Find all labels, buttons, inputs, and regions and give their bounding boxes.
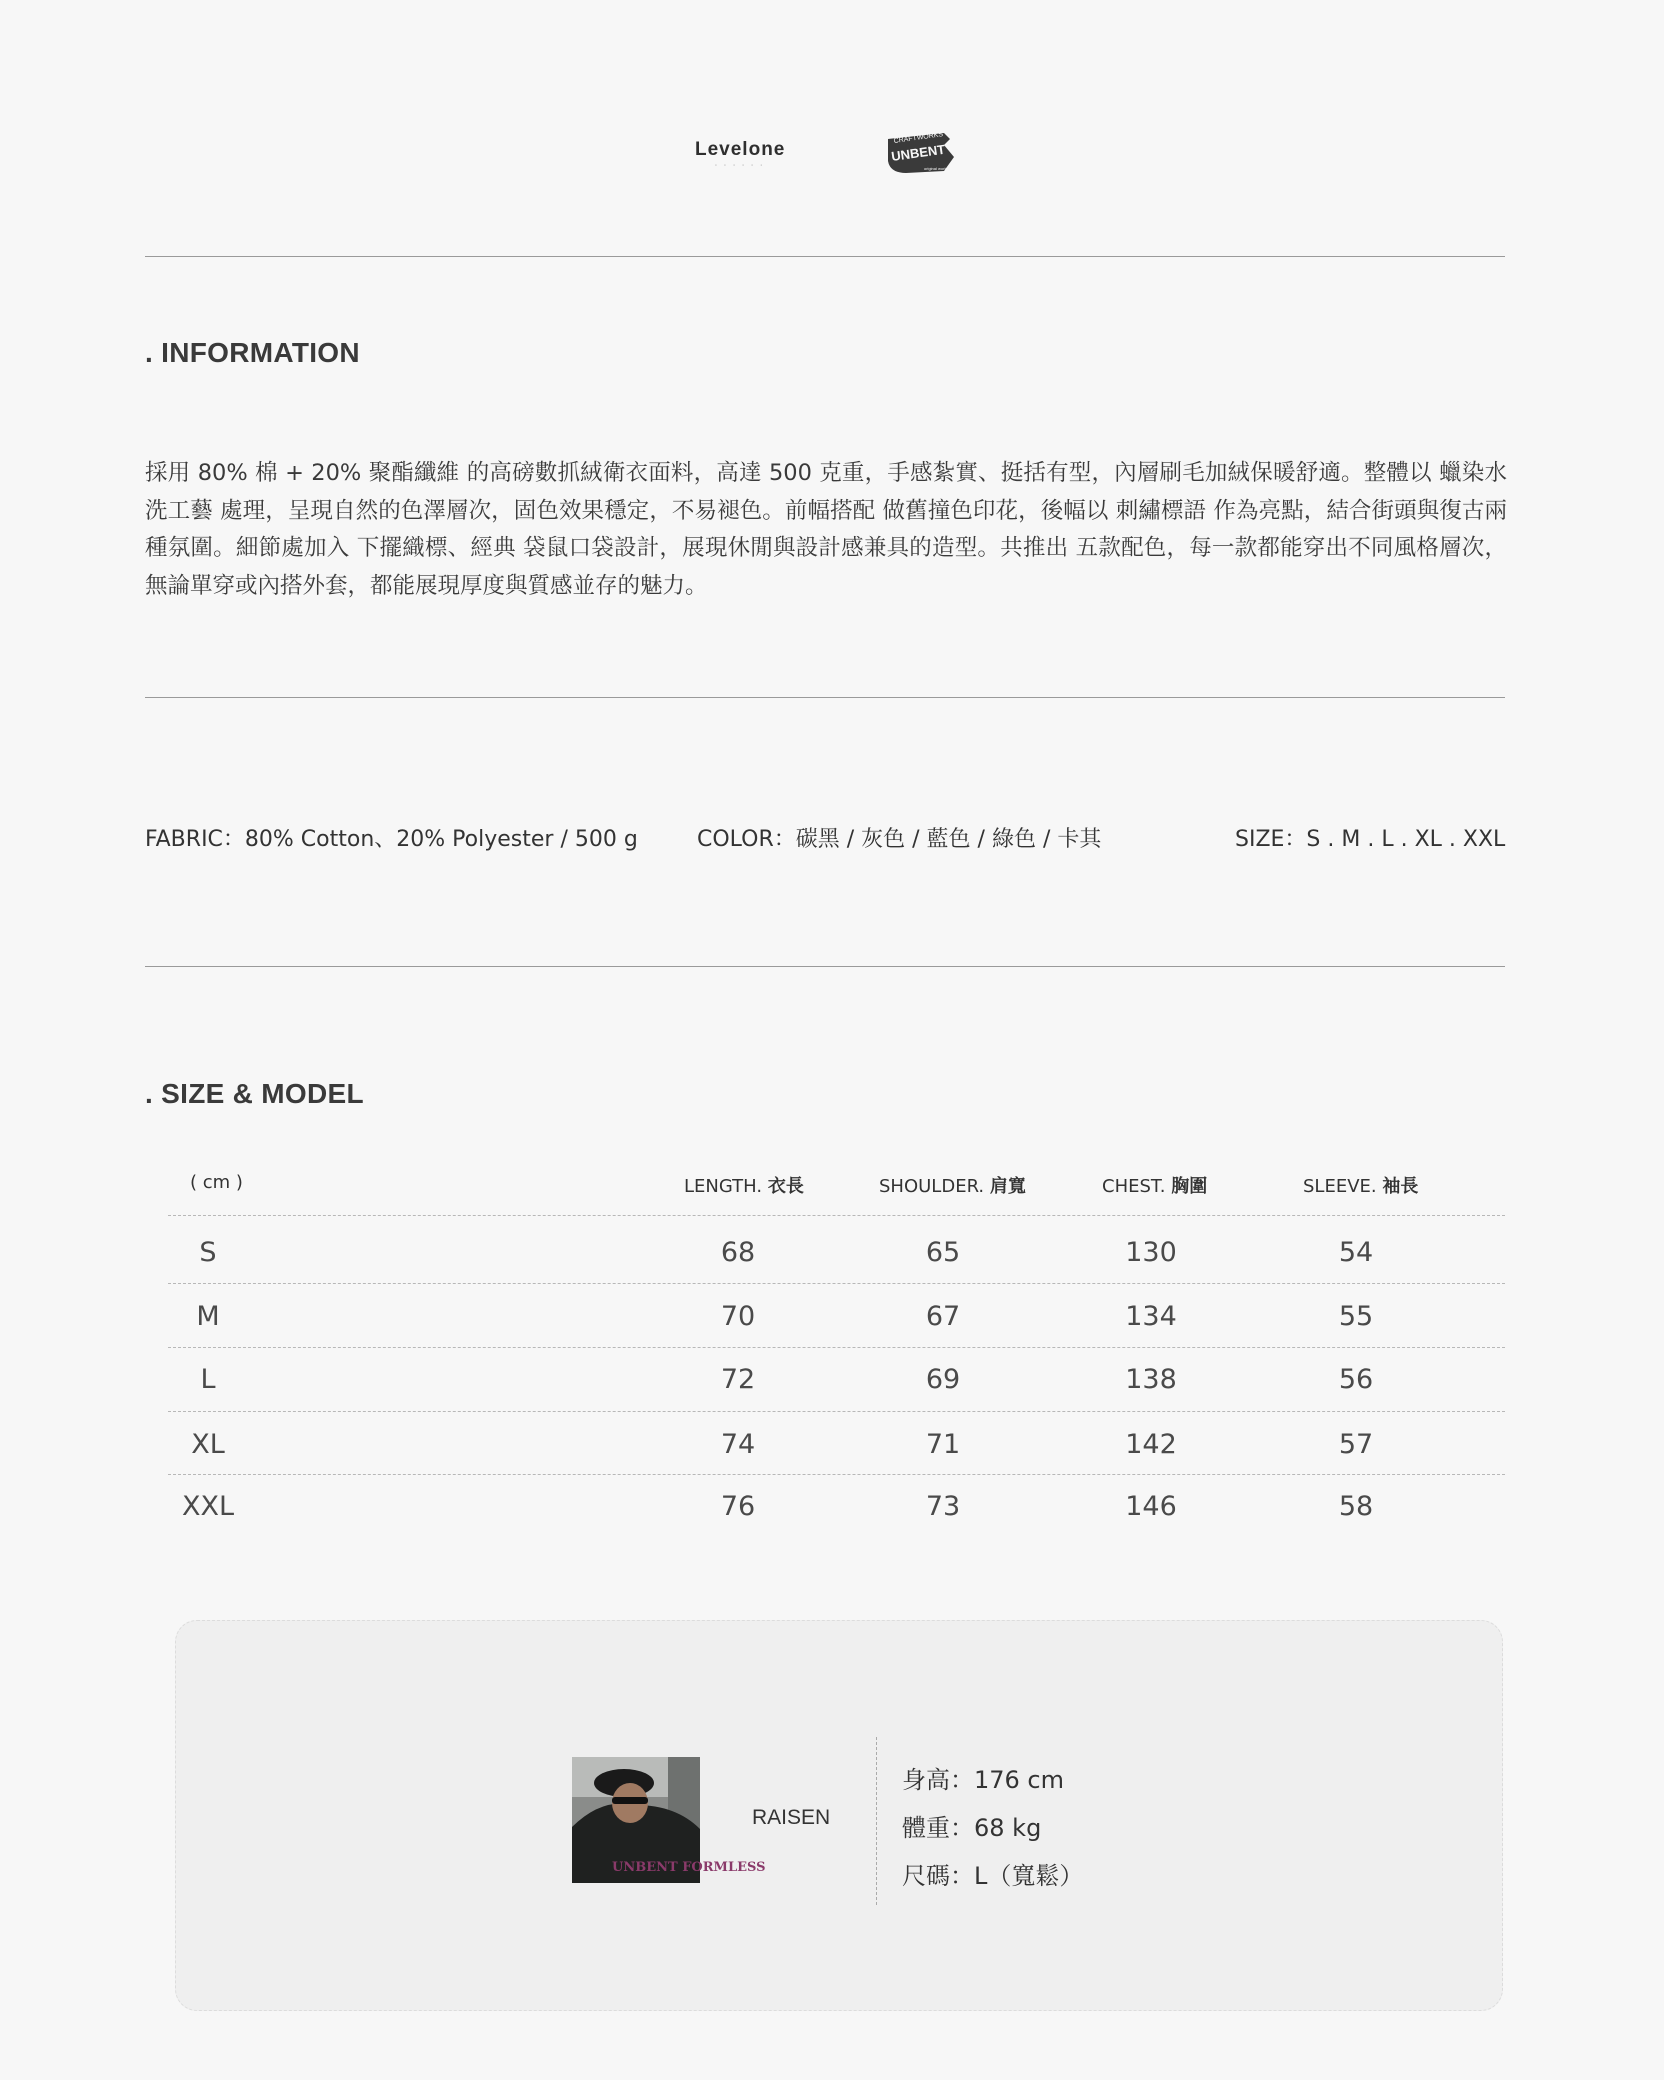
model-divider xyxy=(876,1737,877,1905)
sleeve-cell: 57 xyxy=(1338,1429,1374,1460)
shoulder-cell: 67 xyxy=(925,1301,961,1332)
unbent-logo xyxy=(884,131,958,176)
chest-cell: 146 xyxy=(1125,1491,1177,1522)
header-shoulder-en: SHOULDER. xyxy=(879,1176,985,1197)
chest-cell: 134 xyxy=(1125,1301,1177,1332)
size-spec: SIZE：S . M . L . XL . XXL xyxy=(1235,827,1506,852)
header-chest xyxy=(1102,1172,1207,1198)
length-cell: 74 xyxy=(720,1429,756,1460)
size-cell: M xyxy=(196,1301,220,1332)
table-divider xyxy=(168,1283,1505,1284)
shoulder-cell: 73 xyxy=(925,1491,961,1522)
size-cell: S xyxy=(199,1237,217,1268)
model-weight: 體重：68 kg xyxy=(902,1814,1042,1842)
sleeve-cell: 56 xyxy=(1338,1364,1374,1395)
model-size: 尺碼：L（寬鬆） xyxy=(902,1862,1084,1890)
divider xyxy=(145,256,1505,257)
levelone-logo-text: Levelone xyxy=(695,139,786,160)
model-height: 身高：176 cm xyxy=(902,1766,1065,1794)
header-chest-cn: 胸圍 xyxy=(1171,1176,1208,1197)
table-divider xyxy=(168,1411,1505,1412)
chest-cell: 142 xyxy=(1125,1429,1177,1460)
sleeve-cell: 54 xyxy=(1338,1237,1374,1268)
shoulder-cell: 65 xyxy=(925,1237,961,1268)
size-cell: XXL xyxy=(181,1491,235,1522)
levelone-logo xyxy=(695,139,785,169)
size-cell: XL xyxy=(191,1429,225,1460)
length-cell: 70 xyxy=(720,1301,756,1332)
length-cell: 76 xyxy=(720,1491,756,1522)
sleeve-cell: 55 xyxy=(1338,1301,1374,1332)
header-sleeve-cn: 袖長 xyxy=(1382,1176,1419,1197)
table-divider xyxy=(168,1215,1505,1216)
header-sleeve-en: SLEEVE. xyxy=(1303,1176,1377,1197)
svg-text:original work: original work xyxy=(924,166,947,171)
levelone-logo-sub: · · · · · · xyxy=(715,163,766,169)
header-length xyxy=(684,1172,804,1198)
fabric-spec: FABRIC：80% Cotton、20% Polyester / 500 g xyxy=(145,827,638,852)
chest-cell: 130 xyxy=(1125,1237,1177,1268)
chest-cell: 138 xyxy=(1125,1364,1177,1395)
model-name: RAISEN xyxy=(752,1806,831,1829)
information-title: . INFORMATION xyxy=(145,337,360,368)
header-length-cn: 衣長 xyxy=(767,1176,804,1197)
header-chest-en: CHEST. xyxy=(1102,1176,1166,1197)
model-photo xyxy=(572,1757,766,1883)
header-length-en: LENGTH. xyxy=(684,1176,763,1197)
sleeve-cell: 58 xyxy=(1338,1491,1374,1522)
svg-text:UNBENT FORMLESS: UNBENT FORMLESS xyxy=(612,1860,766,1875)
header-shoulder xyxy=(879,1172,1026,1198)
divider xyxy=(145,697,1505,698)
svg-text:CRAFTWORKS: CRAFTWORKS xyxy=(893,131,944,145)
unit-label: ( cm ) xyxy=(190,1172,243,1193)
length-cell: 68 xyxy=(720,1237,756,1268)
length-cell: 72 xyxy=(720,1364,756,1395)
size-cell: L xyxy=(200,1364,216,1395)
size-model-title: . SIZE & MODEL xyxy=(145,1078,364,1109)
color-spec: COLOR：碳黑 / 灰色 / 藍色 / 綠色 / 卡其 xyxy=(697,827,1102,852)
divider xyxy=(145,966,1505,967)
header-sleeve xyxy=(1303,1172,1418,1198)
shoulder-cell: 71 xyxy=(925,1429,961,1460)
svg-text:UNBENT: UNBENT xyxy=(890,141,947,164)
header-shoulder-cn: 肩寬 xyxy=(989,1176,1026,1197)
table-divider xyxy=(168,1474,1505,1475)
shoulder-cell: 69 xyxy=(925,1364,961,1395)
table-divider xyxy=(168,1347,1505,1348)
information-body: 採用 80% 棉 + 20% 聚酯纖維 的高磅數抓絨衛衣面料，高達 500 克重，手感紮實、挺括有型，內層刷毛加絨保暖舒適。整體以 蠟染水洗工藝 處理，呈現自然的色澤層次，固色效果穩定，不易褪色。前幅搭配 做舊撞色印花，後幅以 刺繡標語 作為亮點，結合街頭與復古兩種氛圍。細節處加入 下擺織標、經典 袋鼠口袋設計，展現休閒與設計感兼具的造型。共推出 五款配色，每一款都能穿出不同風格層次，無論單穿或內搭外套，都能展現厚度與質感並存的魅力。 xyxy=(145,460,1507,599)
model-card xyxy=(175,1620,1503,2011)
